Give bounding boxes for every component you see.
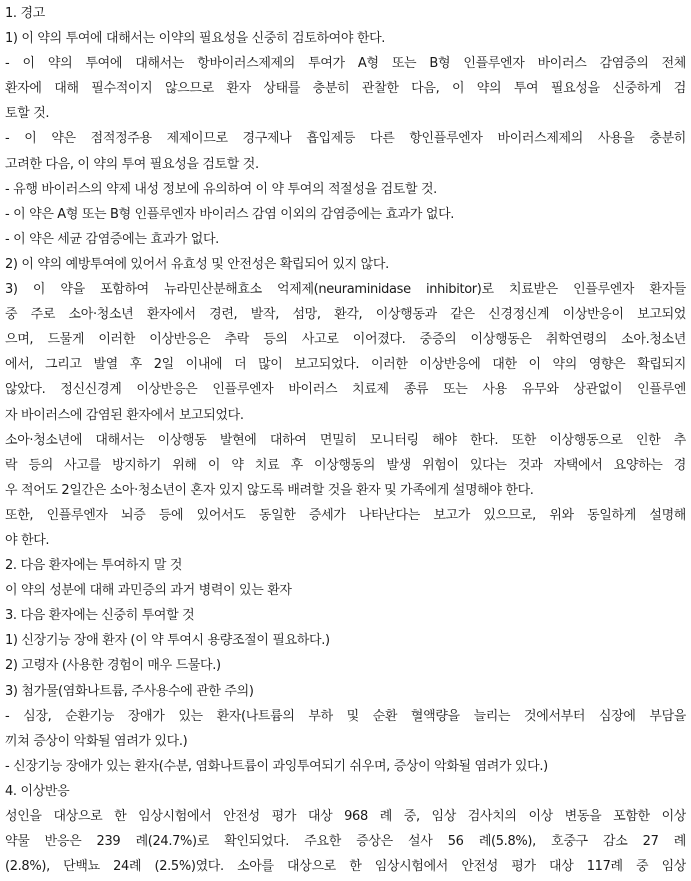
text-line: 1) 이 약의 투여에 대해서는 이약의 필요성을 신중히 검토하여야 한다. — [5, 31, 386, 47]
text-line: 소아·청소년에 대해서는 이상행동 발현에 대하여 면밀히 모니터링 해야 한다. 또한 이상행동으로 인한 추 — [5, 432, 686, 448]
text-line: 야 한다. — [5, 532, 50, 548]
text-line: 않았다. 정신신경계 이상반응은 인플루엔자 바이러스 치료제 종류 또는 사용 유무와 상관없이 인플루엔 — [5, 382, 686, 398]
text-line: 2) 이 약의 예방투여에 있어서 유효성 및 안전성은 확립되어 있지 않다. — [5, 256, 389, 272]
text-line: - 유행 바이러스의 약제 내성 정보에 유의하여 이 약 투여의 적절성을 검토할 것. — [5, 181, 437, 197]
text-line: 성인을 대상으로 한 임상시험에서 안전성 평가 대상 968 례 중, 임상 검사치의 이상 변동을 포함한 이상 — [5, 809, 686, 824]
text-line: 3) 첨가물(염화나트륨, 주사용수에 관한 주의) — [5, 683, 254, 699]
text-line: 3) 이 약을 포함하여 뉴라민산분해효소 억제제(neuraminidase inhibitor)로 치료받은 인플루엔자 환자들 — [5, 282, 686, 298]
text-line: 토할 것. — [5, 106, 50, 122]
text-line: - 이 약은 점적정주용 제제이므로 경구제나 흡입제등 다른 항인플루엔자 바이러스제제의 사용을 충분히 — [5, 131, 686, 147]
text-line: 자 바이러스에 감염된 환자에서 보고되었다. — [5, 407, 244, 423]
text-line: 이 약의 성분에 대해 과민증의 과거 병력이 있는 환자 — [5, 583, 292, 599]
text-line: 우 적어도 2일간은 소아·청소년이 혼자 있지 않도록 배려할 것을 환자 및 가족에게 설명해야 한다. — [5, 482, 534, 498]
heading-adverse-reactions: 4. 이상반응 — [5, 783, 70, 799]
heading-caution: 3. 다음 환자에는 신중히 투여할 것 — [5, 608, 195, 624]
heading-warning: 1. 경고 — [5, 6, 45, 21]
text-line: 끼쳐 증상이 악화될 염려가 있다.) — [5, 733, 188, 749]
text-line: 환자에 대해 필수적이지 않으므로 환자 상태를 충분히 관찰한 다음, 이 약의 투여 필요성을 신중하게 검 — [5, 81, 686, 97]
text-line: 으며, 드물게 이러한 이상반응은 추락 등의 사고로 이어졌다. 중증의 이상행동은 취학연령의 소아.청소년 — [5, 332, 686, 348]
text-line: - 이 약은 A형 또는 B형 인플루엔자 바이러스 감염 이외의 감염증에는 효과가 없다. — [5, 206, 455, 222]
text-line: 중 주로 소아·청소년 환자에서 경련, 발작, 섬망, 환각, 이상행동과 같은 신경정신계 이상반응이 보고되었 — [5, 307, 686, 323]
text-line: (2.8%), 단백뇨 24례 (2.5%)였다. 소아를 대상으로 한 임상시험에서 안전성 평가 대상 117례 중 임상 — [5, 859, 686, 875]
text-line: 2) 고령자 (사용한 경험이 매우 드물다.) — [5, 658, 221, 674]
text-line: - 이 약은 세균 감염증에는 효과가 없다. — [5, 231, 219, 247]
text-line: 1) 신장기능 장애 환자 (이 약 투여시 용량조절이 필요하다.) — [5, 633, 330, 649]
text-line: - 심장, 순환기능 장애가 있는 환자(나트륨의 부하 및 순환 혈액량을 늘리는 것에서부터 심장에 부담을 — [5, 708, 686, 724]
text-line: - 이 약의 투여에 대해서는 항바이러스제제의 투여가 A형 또는 B형 인플루엔자 바이러스 감염증의 전체 — [5, 56, 686, 72]
text-line: 약물 반응은 239 례(24.7%)로 확인되었다. 주요한 증상은 설사 56 례(5.8%), 호중구 감소 27 례 — [5, 834, 686, 850]
heading-contraindication: 2. 다음 환자에는 투여하지 말 것 — [5, 558, 183, 574]
text-line: 또한, 인플루엔자 뇌증 등에 있어서도 동일한 증세가 나타난다는 보고가 있으므로, 위와 동일하게 설명해 — [5, 507, 686, 523]
text-line: 락 등의 사고를 방지하기 위해 이 약 치료 후 이상행동의 발생 위험이 있다는 것과 자택에서 요양하는 경 — [5, 457, 686, 473]
text-line: - 신장기능 장애가 있는 환자(수분, 염화나트륨이 과잉투여되기 쉬우며, 증상이 악화될 염려가 있다.) — [5, 758, 548, 774]
text-line: 에서, 그리고 발열 후 2일 이내에 더 많이 보고되었다. 이러한 이상반응에 대한 이 약의 영향은 확립되지 — [5, 357, 686, 373]
text-line: 고려한 다음, 이 약의 투여 필요성을 검토할 것. — [5, 156, 259, 172]
